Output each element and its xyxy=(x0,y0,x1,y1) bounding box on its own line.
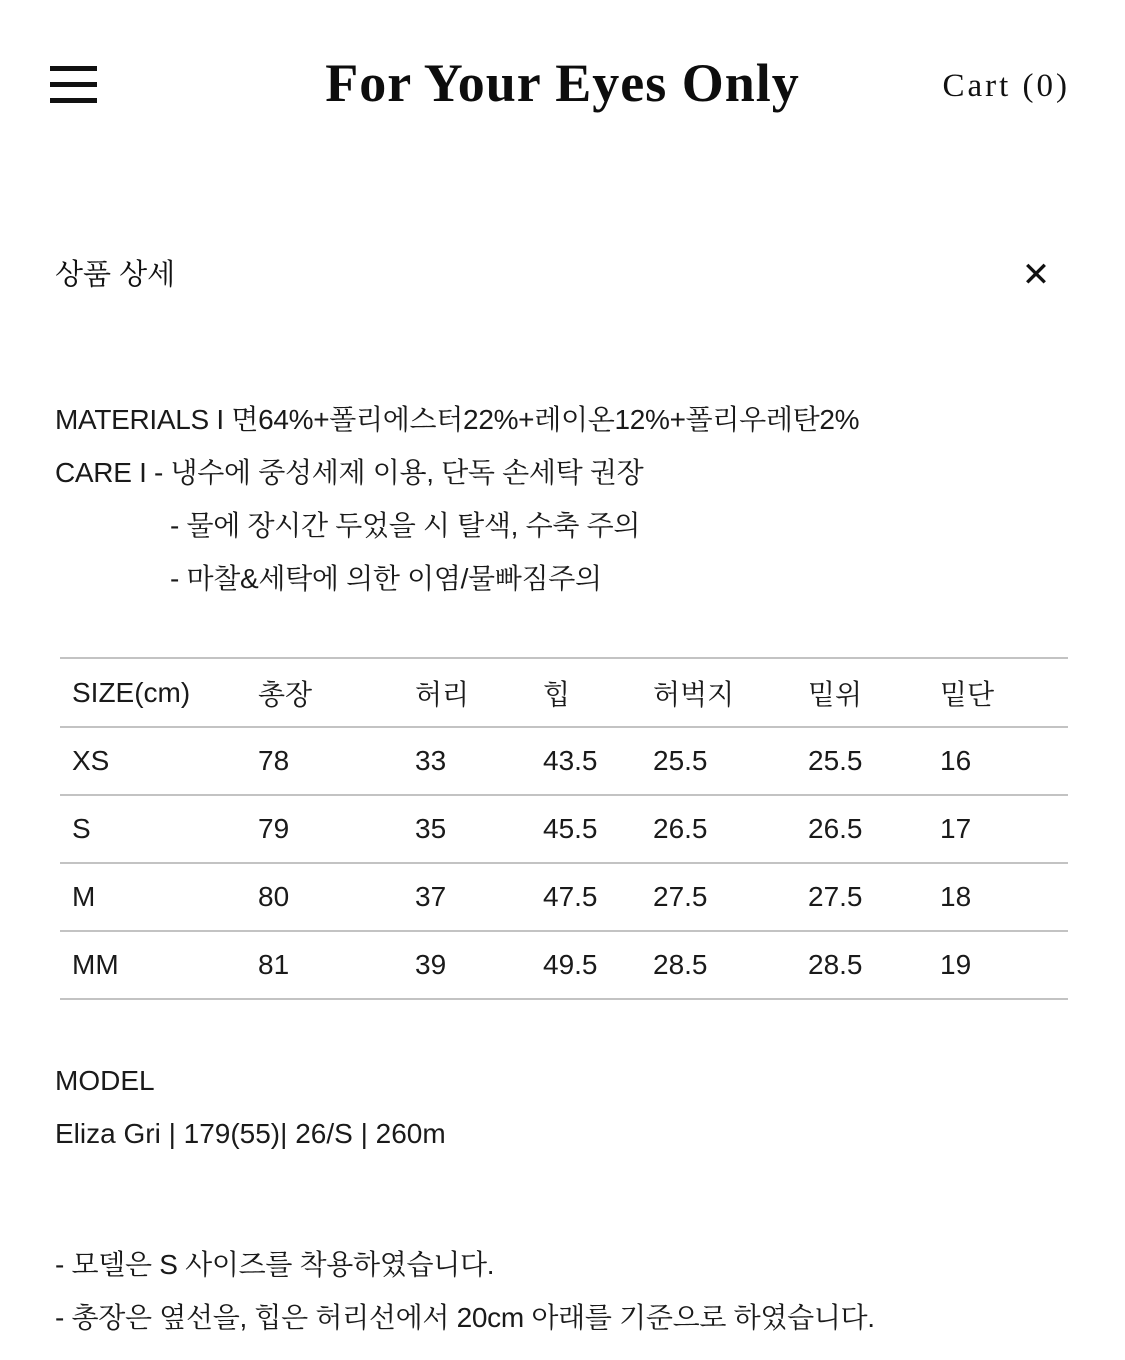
close-icon: ✕ xyxy=(1021,256,1051,294)
note-line: - 모델은 S 사이즈를 착용하였습니다. xyxy=(55,1249,495,1280)
value-cell: 26.5 xyxy=(808,813,863,844)
size-cell: XS xyxy=(72,745,110,776)
table-row xyxy=(60,795,1068,863)
value-cell: 26.5 xyxy=(653,813,708,844)
materials-line: MATERIALS I 면64%+폴리에스터22%+레이온12%+폴리우레탄2% xyxy=(55,404,860,435)
size-cell: M xyxy=(72,881,96,912)
model-block xyxy=(0,1054,1125,1160)
table-header-row xyxy=(60,658,1068,727)
menu-icon xyxy=(50,66,97,71)
value-cell: 79 xyxy=(258,813,290,844)
value-cell: 28.5 xyxy=(653,949,708,980)
care-line: CARE I - 냉수에 중성세제 이용, 단독 손세탁 권장 xyxy=(55,457,644,488)
value-cell: 35 xyxy=(415,813,447,844)
value-cell: 28.5 xyxy=(808,949,863,980)
site-header xyxy=(0,0,1125,130)
table-row xyxy=(60,863,1068,931)
page-title: 상품 상세 xyxy=(55,259,176,291)
value-cell: 19 xyxy=(940,949,972,980)
value-cell: 27.5 xyxy=(653,881,708,912)
menu-icon xyxy=(50,98,97,103)
value-cell: 17 xyxy=(940,813,972,844)
care-extra-line: - 물에 장시간 두었을 시 탈색, 수축 주의 xyxy=(170,510,641,541)
size-cell: MM xyxy=(72,949,119,980)
column-header: SIZE(cm) xyxy=(72,676,191,708)
value-cell: 49.5 xyxy=(543,949,598,980)
value-cell: 33 xyxy=(415,745,447,776)
value-cell: 80 xyxy=(258,881,290,912)
care-extra-line: - 마찰&세탁에 의한 이염/물빠짐주의 xyxy=(170,563,602,594)
value-cell: 37 xyxy=(415,881,447,912)
column-header: 허벅지 xyxy=(653,678,735,710)
value-cell: 27.5 xyxy=(808,881,863,912)
notes-block xyxy=(0,1238,1125,1344)
model-heading: MODEL xyxy=(55,1065,155,1096)
cart-link[interactable]: Cart (0) xyxy=(942,68,1070,104)
column-header: 허리 xyxy=(415,678,470,710)
value-cell: 81 xyxy=(258,949,290,980)
model-info: Eliza Gri | 179(55)| 26/S | 260m xyxy=(55,1118,446,1149)
value-cell: 25.5 xyxy=(808,745,863,776)
column-header: 밑단 xyxy=(940,678,995,710)
size-cell: S xyxy=(72,813,91,844)
column-header: 밑위 xyxy=(808,678,863,710)
value-cell: 25.5 xyxy=(653,745,708,776)
value-cell: 16 xyxy=(940,745,972,776)
value-cell: 39 xyxy=(415,949,447,980)
note-line: - 총장은 옆선을, 힙은 허리선에서 20cm 아래를 기준으로 하였습니다. xyxy=(55,1302,875,1333)
value-cell: 47.5 xyxy=(543,881,598,912)
value-cell: 18 xyxy=(940,881,972,912)
size-table xyxy=(60,657,1068,1000)
menu-button[interactable] xyxy=(50,66,97,103)
table-row xyxy=(60,727,1068,795)
table-row xyxy=(60,931,1068,999)
materials-care-block xyxy=(0,393,1125,605)
value-cell: 43.5 xyxy=(543,745,598,776)
modal-header xyxy=(0,255,1125,295)
value-cell: 78 xyxy=(258,745,290,776)
menu-icon xyxy=(50,82,97,87)
close-button[interactable] xyxy=(1016,255,1056,295)
value-cell: 45.5 xyxy=(543,813,598,844)
column-header: 힙 xyxy=(543,678,571,710)
brand-title[interactable]: For Your Eyes Only xyxy=(325,53,800,113)
column-header: 총장 xyxy=(258,678,313,710)
